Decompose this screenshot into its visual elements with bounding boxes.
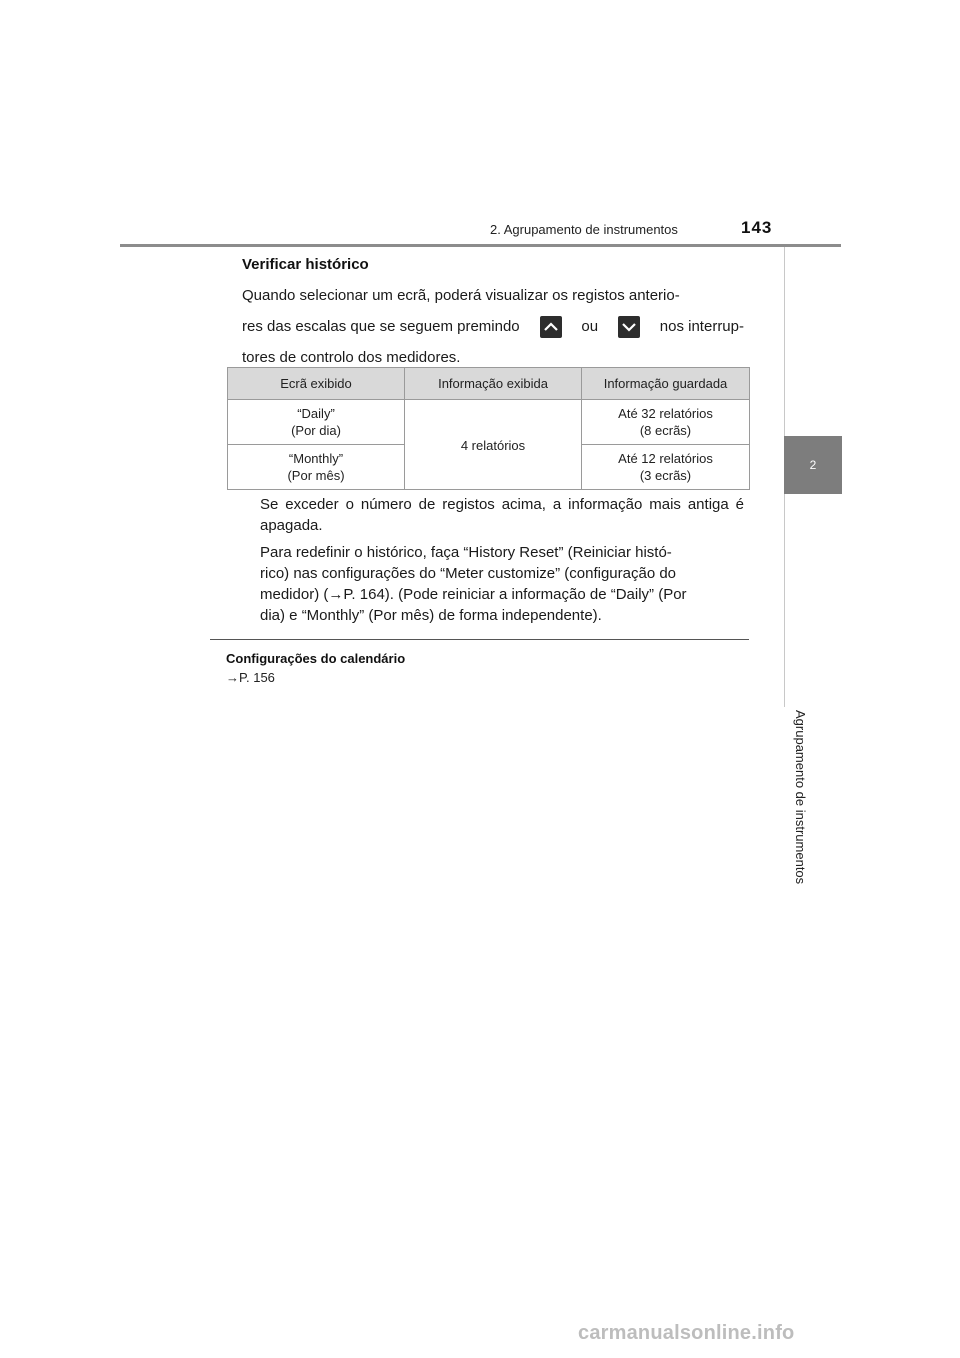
cell-saved: Até 12 relatórios (3 ecrãs) [582,445,750,490]
table-header-row [228,368,750,400]
intro-line-2 [242,311,744,342]
site-watermark: carmanualsonline.info [578,1322,795,1344]
table-row [228,400,750,445]
col-header-saved: Informação guardada [582,368,750,400]
header-section-title: 2. Agrupamento de instrumentos [490,222,678,237]
note-reset: Para redefinir o histórico, faça “History Reset” (Reiniciar histó- rico) nas configurações do “Meter customize” (configuração do medidor) (→P. 164). (Pode reiniciar a informação de “Daily” (Por dia) e “Monthly” (Por mês) de forma independente). [260,544,687,624]
note-overflow: Se exceder o número de registos acima, a informação mais antiga é apagada. [260,496,744,534]
chapter-tab-label: Agrupamento de instrumentos [793,710,808,885]
intro-line-3: tores de controlo dos medidores. [242,349,461,366]
intro-paragraph [242,280,744,373]
chapter-tab: 2 [784,436,842,494]
up-switch-button [540,316,562,338]
intro-line-2-start: res das escalas que se seguem premindo [242,318,520,335]
intro-line-2-between: ou [581,318,599,335]
calendar-title: Configurações do calendário [226,651,406,666]
calendar-divider [210,639,749,640]
calendar-page-ref[interactable]: →P. 156 [226,670,275,685]
intro-line-1: Quando selecionar um ecrã, poderá visualizar os registos anterio- [242,287,680,304]
col-header-shown: Informação exibida [405,368,582,400]
chevron-up-icon [540,316,562,338]
cell-screen: “Daily” (Por dia) [228,400,405,445]
cell-screen: “Monthly” (Por mês) [228,445,405,490]
cell-saved: Até 32 relatórios (8 ecrãs) [582,400,750,445]
intro-line-2-end: nos interrup- [659,318,744,335]
history-table [227,367,750,490]
section-title: Verificar histórico [242,256,369,273]
page-number: 143 [741,218,773,237]
chevron-down-icon [618,316,640,338]
down-switch-button [618,316,640,338]
header-divider [120,244,841,247]
col-header-screen: Ecrã exibido [228,368,405,400]
cell-shown-info: 4 relatórios [405,400,582,490]
